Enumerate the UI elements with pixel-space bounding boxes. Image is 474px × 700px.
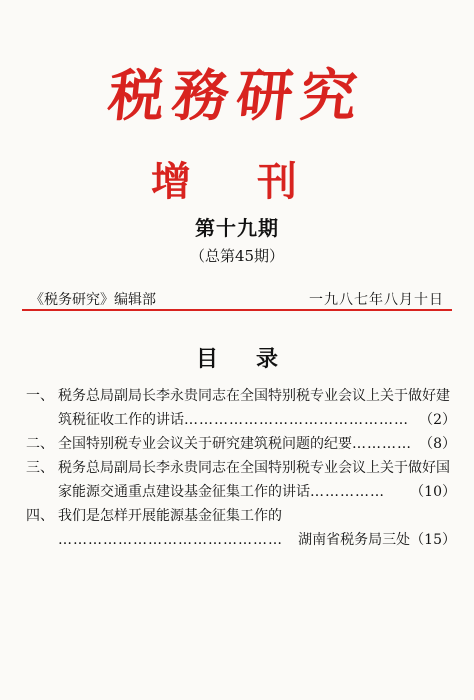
toc-item-1-page: （2） (419, 412, 456, 428)
toc-item-4-author: 湖南省税务局三处 (298, 532, 411, 548)
toc-item-4-line2 (26, 528, 456, 552)
table-of-contents (26, 384, 456, 552)
toc-item-2-leader: ………… (352, 436, 412, 452)
toc-item-3-title-cont: 家能源交通重点建设基金征集工作的讲话 (58, 484, 310, 500)
total-issue-number: （总第45期） (189, 247, 285, 265)
toc-item-2-title: 全国特别税专业会议关于研究建筑税问题的纪要 (58, 436, 352, 452)
toc-item-3-leader: …………… (310, 484, 385, 500)
toc-item-4-leader: ……………………………………… (58, 532, 283, 548)
publication-date: 一九八七年八月十日 (309, 292, 444, 308)
publisher: 《税务研究》编辑部 (30, 292, 156, 308)
toc-item-3-line1 (26, 456, 456, 480)
toc-item-4-line1 (26, 504, 456, 528)
toc-item-1-line2 (26, 408, 456, 432)
toc-title: 目录 (195, 346, 316, 372)
toc-item-3-number: 三、 (26, 460, 54, 476)
toc-item-3-title: 税务总局副局长李永贵同志在全国特别税专业会议上关于做好国 (58, 460, 450, 476)
toc-item-1-title-cont: 筑税征收工作的讲话 (58, 412, 184, 428)
toc-item-2-number: 二、 (26, 436, 54, 452)
issue-number: 第十九期 (195, 216, 279, 240)
toc-item-4-author-page (298, 528, 456, 552)
toc-item-2-page: （8） (419, 436, 456, 452)
toc-item-1-number: 一、 (26, 388, 54, 404)
toc-item-1-leader: ……………………………………… (184, 412, 409, 428)
toc-item-1-line1 (26, 384, 456, 408)
supplement-title: 增 刊 (151, 159, 323, 205)
masthead-title: 税務研究 (105, 64, 368, 129)
toc-item-4-page: （15） (410, 532, 456, 548)
toc-item-2 (26, 432, 456, 456)
toc-item-3-page: （10） (410, 484, 456, 500)
toc-item-3-line2 (26, 480, 456, 504)
header-divider (22, 309, 452, 311)
toc-item-4-number: 四、 (26, 508, 54, 524)
toc-item-4-title: 我们是怎样开展能源基金征集工作的 (58, 508, 282, 524)
toc-item-1-title: 税务总局副局长李永贵同志在全国特别税专业会议上关于做好建 (58, 388, 450, 404)
